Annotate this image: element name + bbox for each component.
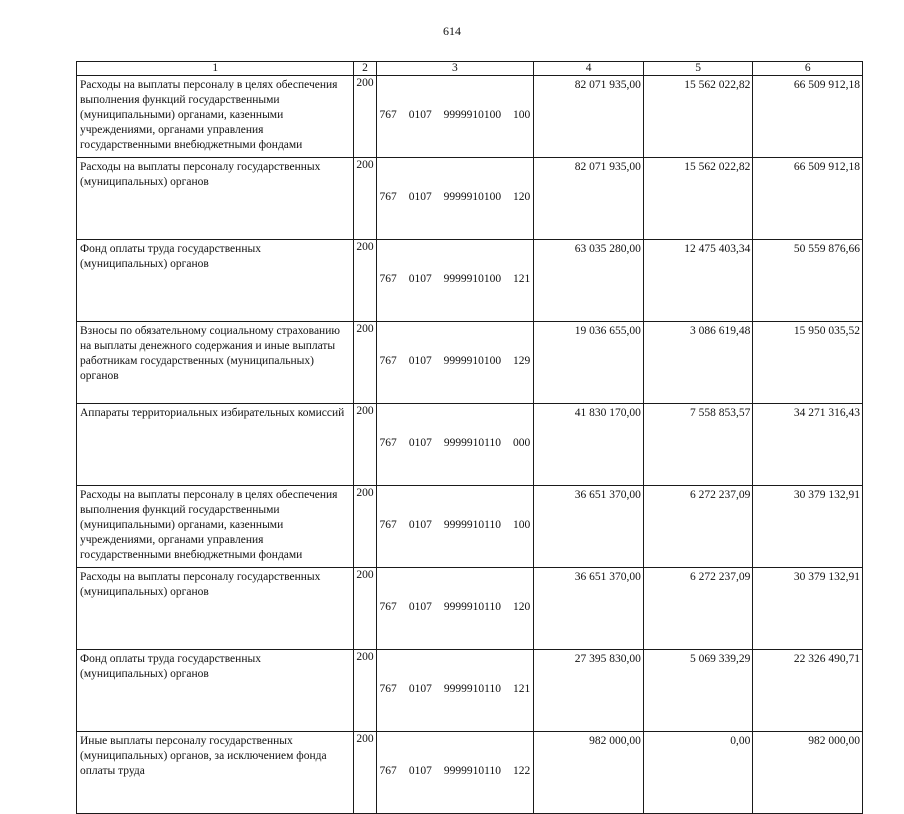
amount-remaining-cell — [753, 650, 863, 732]
amount-remaining: 66 509 912,18 — [793, 79, 860, 91]
amount-approved: 36 651 370,00 — [574, 571, 641, 583]
budget-code — [380, 518, 531, 533]
expense-name: Аппараты территориальных избирательных комиссий — [80, 407, 345, 419]
code-ministry: 767 — [379, 601, 397, 613]
amount-remaining-cell — [753, 158, 863, 240]
amount-approved-cell — [534, 486, 644, 568]
budget-code — [380, 764, 531, 779]
grbs-cell — [354, 158, 376, 240]
code-ministry: 767 — [379, 273, 397, 285]
grbs-cell — [354, 76, 376, 158]
expense-name-cell — [77, 76, 354, 158]
budget-code-cell — [376, 732, 534, 814]
table-row — [77, 322, 863, 404]
grbs-cell — [354, 486, 376, 568]
amount-approved-cell — [534, 404, 644, 486]
code-expense-type: 122 — [513, 765, 531, 777]
code-section: 0107 — [408, 355, 432, 367]
amount-remaining: 66 509 912,18 — [793, 161, 860, 173]
amount-executed-cell — [643, 76, 753, 158]
amount-approved: 19 036 655,00 — [574, 325, 641, 337]
amount-remaining-cell — [753, 732, 863, 814]
expense-name: Взносы по обязательному социальному страхованию на выплаты денежного содержания и иные выплаты работникам государственных (муниципальных) органов — [80, 325, 340, 382]
grbs-cell — [354, 404, 376, 486]
code-expense-type: 120 — [513, 601, 531, 613]
expense-name-cell — [77, 732, 354, 814]
code-expense-type: 100 — [513, 109, 531, 121]
code-expense-type: 120 — [513, 191, 531, 203]
code-expense-type: 129 — [513, 355, 531, 367]
code-expense-type: 000 — [513, 437, 531, 449]
amount-executed-cell — [643, 732, 753, 814]
expense-name-cell — [77, 486, 354, 568]
amount-approved: 27 395 830,00 — [574, 653, 641, 665]
amount-remaining-cell — [753, 322, 863, 404]
amount-executed: 12 475 403,34 — [684, 243, 751, 255]
code-target: 9999910110 — [443, 519, 501, 531]
page-number: 614 — [443, 24, 461, 38]
amount-approved: 982 000,00 — [589, 735, 641, 747]
code-ministry: 767 — [379, 437, 397, 449]
expense-name-cell — [77, 650, 354, 732]
amount-approved-cell — [534, 568, 644, 650]
table-row — [77, 240, 863, 322]
code-section: 0107 — [408, 519, 432, 531]
expense-name: Расходы на выплаты персоналу государственных (муниципальных) органов — [80, 571, 321, 598]
amount-executed-cell — [643, 650, 753, 732]
code-section: 0107 — [408, 437, 432, 449]
grbs-code: 200 — [356, 323, 374, 335]
budget-code-cell — [376, 158, 534, 240]
code-target: 9999910110 — [443, 601, 501, 613]
amount-executed-cell — [643, 568, 753, 650]
column-header-3: 3 — [376, 62, 534, 76]
amount-executed: 5 069 339,29 — [690, 653, 751, 665]
amount-executed-cell — [643, 404, 753, 486]
table-row — [77, 486, 863, 568]
code-target: 9999910100 — [443, 355, 502, 367]
column-header-2: 2 — [354, 62, 376, 76]
code-target: 9999910110 — [443, 765, 501, 777]
budget-code-cell — [376, 322, 534, 404]
table-body — [77, 76, 863, 814]
amount-remaining: 982 000,00 — [808, 735, 860, 747]
budget-table — [76, 61, 863, 814]
code-target: 9999910100 — [443, 273, 502, 285]
amount-executed: 15 562 022,82 — [684, 79, 751, 91]
code-section: 0107 — [408, 765, 432, 777]
expense-name: Фонд оплаты труда государственных (муниципальных) органов — [80, 653, 261, 680]
amount-executed: 0,00 — [730, 735, 751, 747]
amount-remaining: 30 379 132,91 — [793, 489, 860, 501]
budget-code — [380, 272, 531, 287]
code-ministry: 767 — [379, 683, 397, 695]
column-header-1: 1 — [77, 62, 354, 76]
amount-executed-cell — [643, 240, 753, 322]
code-section: 0107 — [408, 191, 432, 203]
budget-code — [380, 436, 531, 451]
grbs-code: 200 — [356, 241, 374, 253]
code-target: 9999910110 — [443, 683, 501, 695]
budget-code — [380, 190, 531, 205]
code-target: 9999910100 — [443, 191, 502, 203]
expense-name: Фонд оплаты труда государственных (муниципальных) органов — [80, 243, 261, 270]
amount-remaining: 22 326 490,71 — [793, 653, 860, 665]
expense-name: Расходы на выплаты персоналу в целях обеспечения выполнения функций государственными (муниципальными) органами, казенными учреждениями, органами управления государственными внебюджетными фондами — [80, 79, 338, 151]
grbs-code: 200 — [356, 651, 374, 663]
table-row — [77, 404, 863, 486]
amount-executed-cell — [643, 158, 753, 240]
budget-code — [380, 682, 531, 697]
amount-remaining: 50 559 876,66 — [793, 243, 860, 255]
code-target: 9999910100 — [443, 109, 502, 121]
grbs-code: 200 — [356, 569, 374, 581]
code-expense-type: 121 — [513, 683, 531, 695]
amount-approved-cell — [534, 158, 644, 240]
code-ministry: 767 — [379, 191, 397, 203]
expense-name: Иные выплаты персоналу государственных (муниципальных) органов, за исключением фонда оплаты труда — [80, 735, 327, 777]
grbs-code: 200 — [356, 733, 374, 745]
amount-executed: 6 272 237,09 — [690, 571, 751, 583]
expense-name-cell — [77, 404, 354, 486]
table-row — [77, 732, 863, 814]
amount-remaining: 34 271 316,43 — [793, 407, 860, 419]
expense-name-cell — [77, 568, 354, 650]
expense-name: Расходы на выплаты персоналу государственных (муниципальных) органов — [80, 161, 321, 188]
budget-code-cell — [376, 486, 534, 568]
budget-code-cell — [376, 650, 534, 732]
amount-approved: 41 830 170,00 — [574, 407, 641, 419]
amount-executed: 15 562 022,82 — [684, 161, 751, 173]
amount-executed-cell — [643, 322, 753, 404]
amount-remaining-cell — [753, 76, 863, 158]
code-ministry: 767 — [379, 355, 397, 367]
expense-name-cell — [77, 158, 354, 240]
grbs-code: 200 — [356, 487, 374, 499]
column-header-5: 5 — [643, 62, 753, 76]
table-header — [77, 62, 863, 76]
amount-approved: 36 651 370,00 — [574, 489, 641, 501]
code-expense-type: 100 — [513, 519, 531, 531]
amount-remaining-cell — [753, 240, 863, 322]
header-row — [77, 62, 863, 76]
budget-code-cell — [376, 568, 534, 650]
amount-approved: 63 035 280,00 — [574, 243, 641, 255]
amount-remaining: 30 379 132,91 — [793, 571, 860, 583]
amount-approved-cell — [534, 240, 644, 322]
amount-remaining: 15 950 035,52 — [793, 325, 860, 337]
amount-executed: 3 086 619,48 — [690, 325, 751, 337]
amount-approved-cell — [534, 76, 644, 158]
code-section: 0107 — [408, 683, 432, 695]
amount-remaining-cell — [753, 486, 863, 568]
code-section: 0107 — [408, 601, 432, 613]
amount-executed: 7 558 853,57 — [690, 407, 751, 419]
table-row — [77, 568, 863, 650]
grbs-cell — [354, 240, 376, 322]
budget-code-cell — [376, 76, 534, 158]
amount-approved-cell — [534, 322, 644, 404]
budget-code — [380, 600, 531, 615]
code-ministry: 767 — [379, 519, 397, 531]
expense-name: Расходы на выплаты персоналу в целях обеспечения выполнения функций государственными (муниципальными) органами, казенными учреждениями, органами управления государственными внебюджетными фондами — [80, 489, 338, 561]
amount-approved: 82 071 935,00 — [574, 79, 641, 91]
budget-code — [380, 354, 531, 369]
code-expense-type: 121 — [513, 273, 531, 285]
table-row — [77, 650, 863, 732]
code-section: 0107 — [408, 109, 432, 121]
amount-approved-cell — [534, 732, 644, 814]
column-header-6: 6 — [753, 62, 863, 76]
amount-approved-cell — [534, 650, 644, 732]
table-row — [77, 76, 863, 158]
budget-code-cell — [376, 240, 534, 322]
code-target: 9999910110 — [443, 437, 501, 449]
amount-remaining-cell — [753, 404, 863, 486]
amount-executed-cell — [643, 486, 753, 568]
code-ministry: 767 — [379, 109, 397, 121]
expense-name-cell — [77, 322, 354, 404]
grbs-code: 200 — [356, 405, 374, 417]
grbs-cell — [354, 322, 376, 404]
grbs-code: 200 — [356, 159, 374, 171]
grbs-cell — [354, 568, 376, 650]
code-section: 0107 — [408, 273, 432, 285]
column-header-4: 4 — [534, 62, 644, 76]
code-ministry: 767 — [379, 765, 397, 777]
budget-code-cell — [376, 404, 534, 486]
table-row — [77, 158, 863, 240]
grbs-cell — [354, 732, 376, 814]
amount-remaining-cell — [753, 568, 863, 650]
grbs-code: 200 — [356, 77, 374, 89]
budget-code — [380, 108, 531, 123]
expense-name-cell — [77, 240, 354, 322]
grbs-cell — [354, 650, 376, 732]
amount-executed: 6 272 237,09 — [690, 489, 751, 501]
amount-approved: 82 071 935,00 — [574, 161, 641, 173]
